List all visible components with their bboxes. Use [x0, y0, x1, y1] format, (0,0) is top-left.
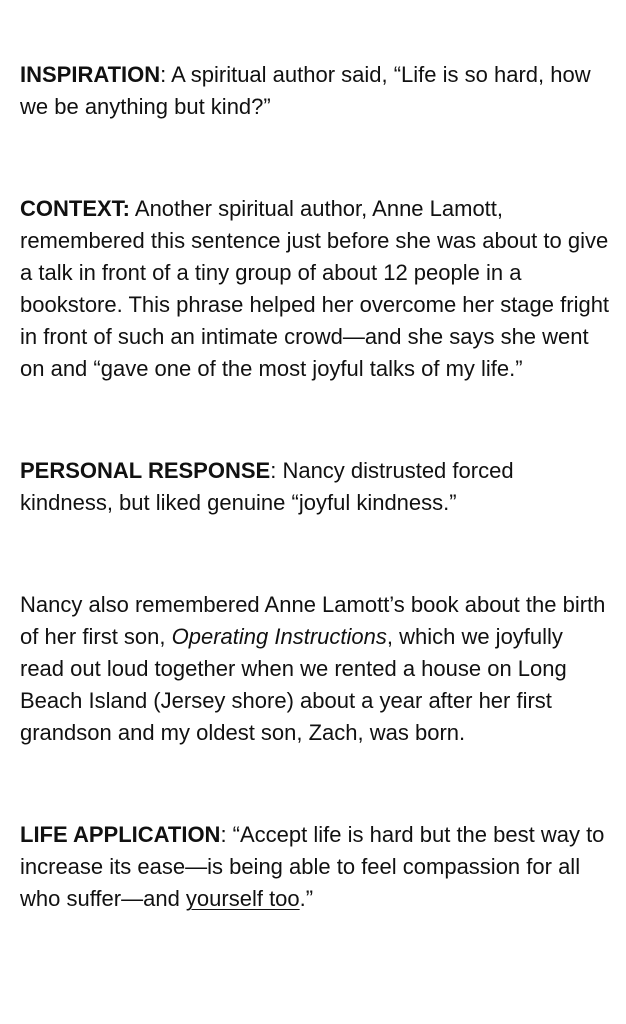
life-application-text-after: .”: [299, 886, 314, 911]
document-body: [20, 59, 612, 915]
inspiration-label: INSPIRATION: [20, 62, 161, 87]
life-application-label: LIFE APPLICATION: [20, 822, 221, 847]
personal-response-paragraph: [20, 455, 612, 519]
personal-response-text: : Nancy distrusted forced kindness, but liked genuine “joyful kindness.”: [20, 458, 514, 515]
memory-text-after: , which we joyfully read out loud together when we rented a house on Long Beach Island (Jersey shore) about a year after her first grandson and my oldest son, Zach, was born.: [20, 624, 567, 745]
yourself-too-link[interactable]: yourself too: [185, 886, 300, 911]
personal-response-label: PERSONAL RESPONSE: [20, 458, 271, 483]
inspiration-paragraph: [20, 59, 612, 123]
memory-text-before: Nancy also remembered Anne Lamott’s book about the birth of her first son,: [20, 592, 606, 649]
context-paragraph: [20, 193, 612, 385]
context-label: CONTEXT:: [20, 196, 130, 221]
book-title: Operating Instructions: [171, 624, 387, 649]
life-application-paragraph: [20, 819, 612, 915]
life-application-text-before: : “Accept life is hard but the best way to increase its ease—is being able to feel compassion for all who suffer—and: [20, 822, 605, 911]
memory-paragraph: [20, 589, 612, 749]
inspiration-text: : A spiritual author said, “Life is so hard, how we be anything but kind?”: [20, 62, 591, 119]
context-text: Another spiritual author, Anne Lamott, remembered this sentence just before she was about to give a talk in front of a tiny group of about 12 people in a bookstore. This phrase helped her overcome her stage fright in front of such an intimate crowd—and she says she went on and “gave one of the most joyful talks of my life.”: [20, 196, 610, 381]
